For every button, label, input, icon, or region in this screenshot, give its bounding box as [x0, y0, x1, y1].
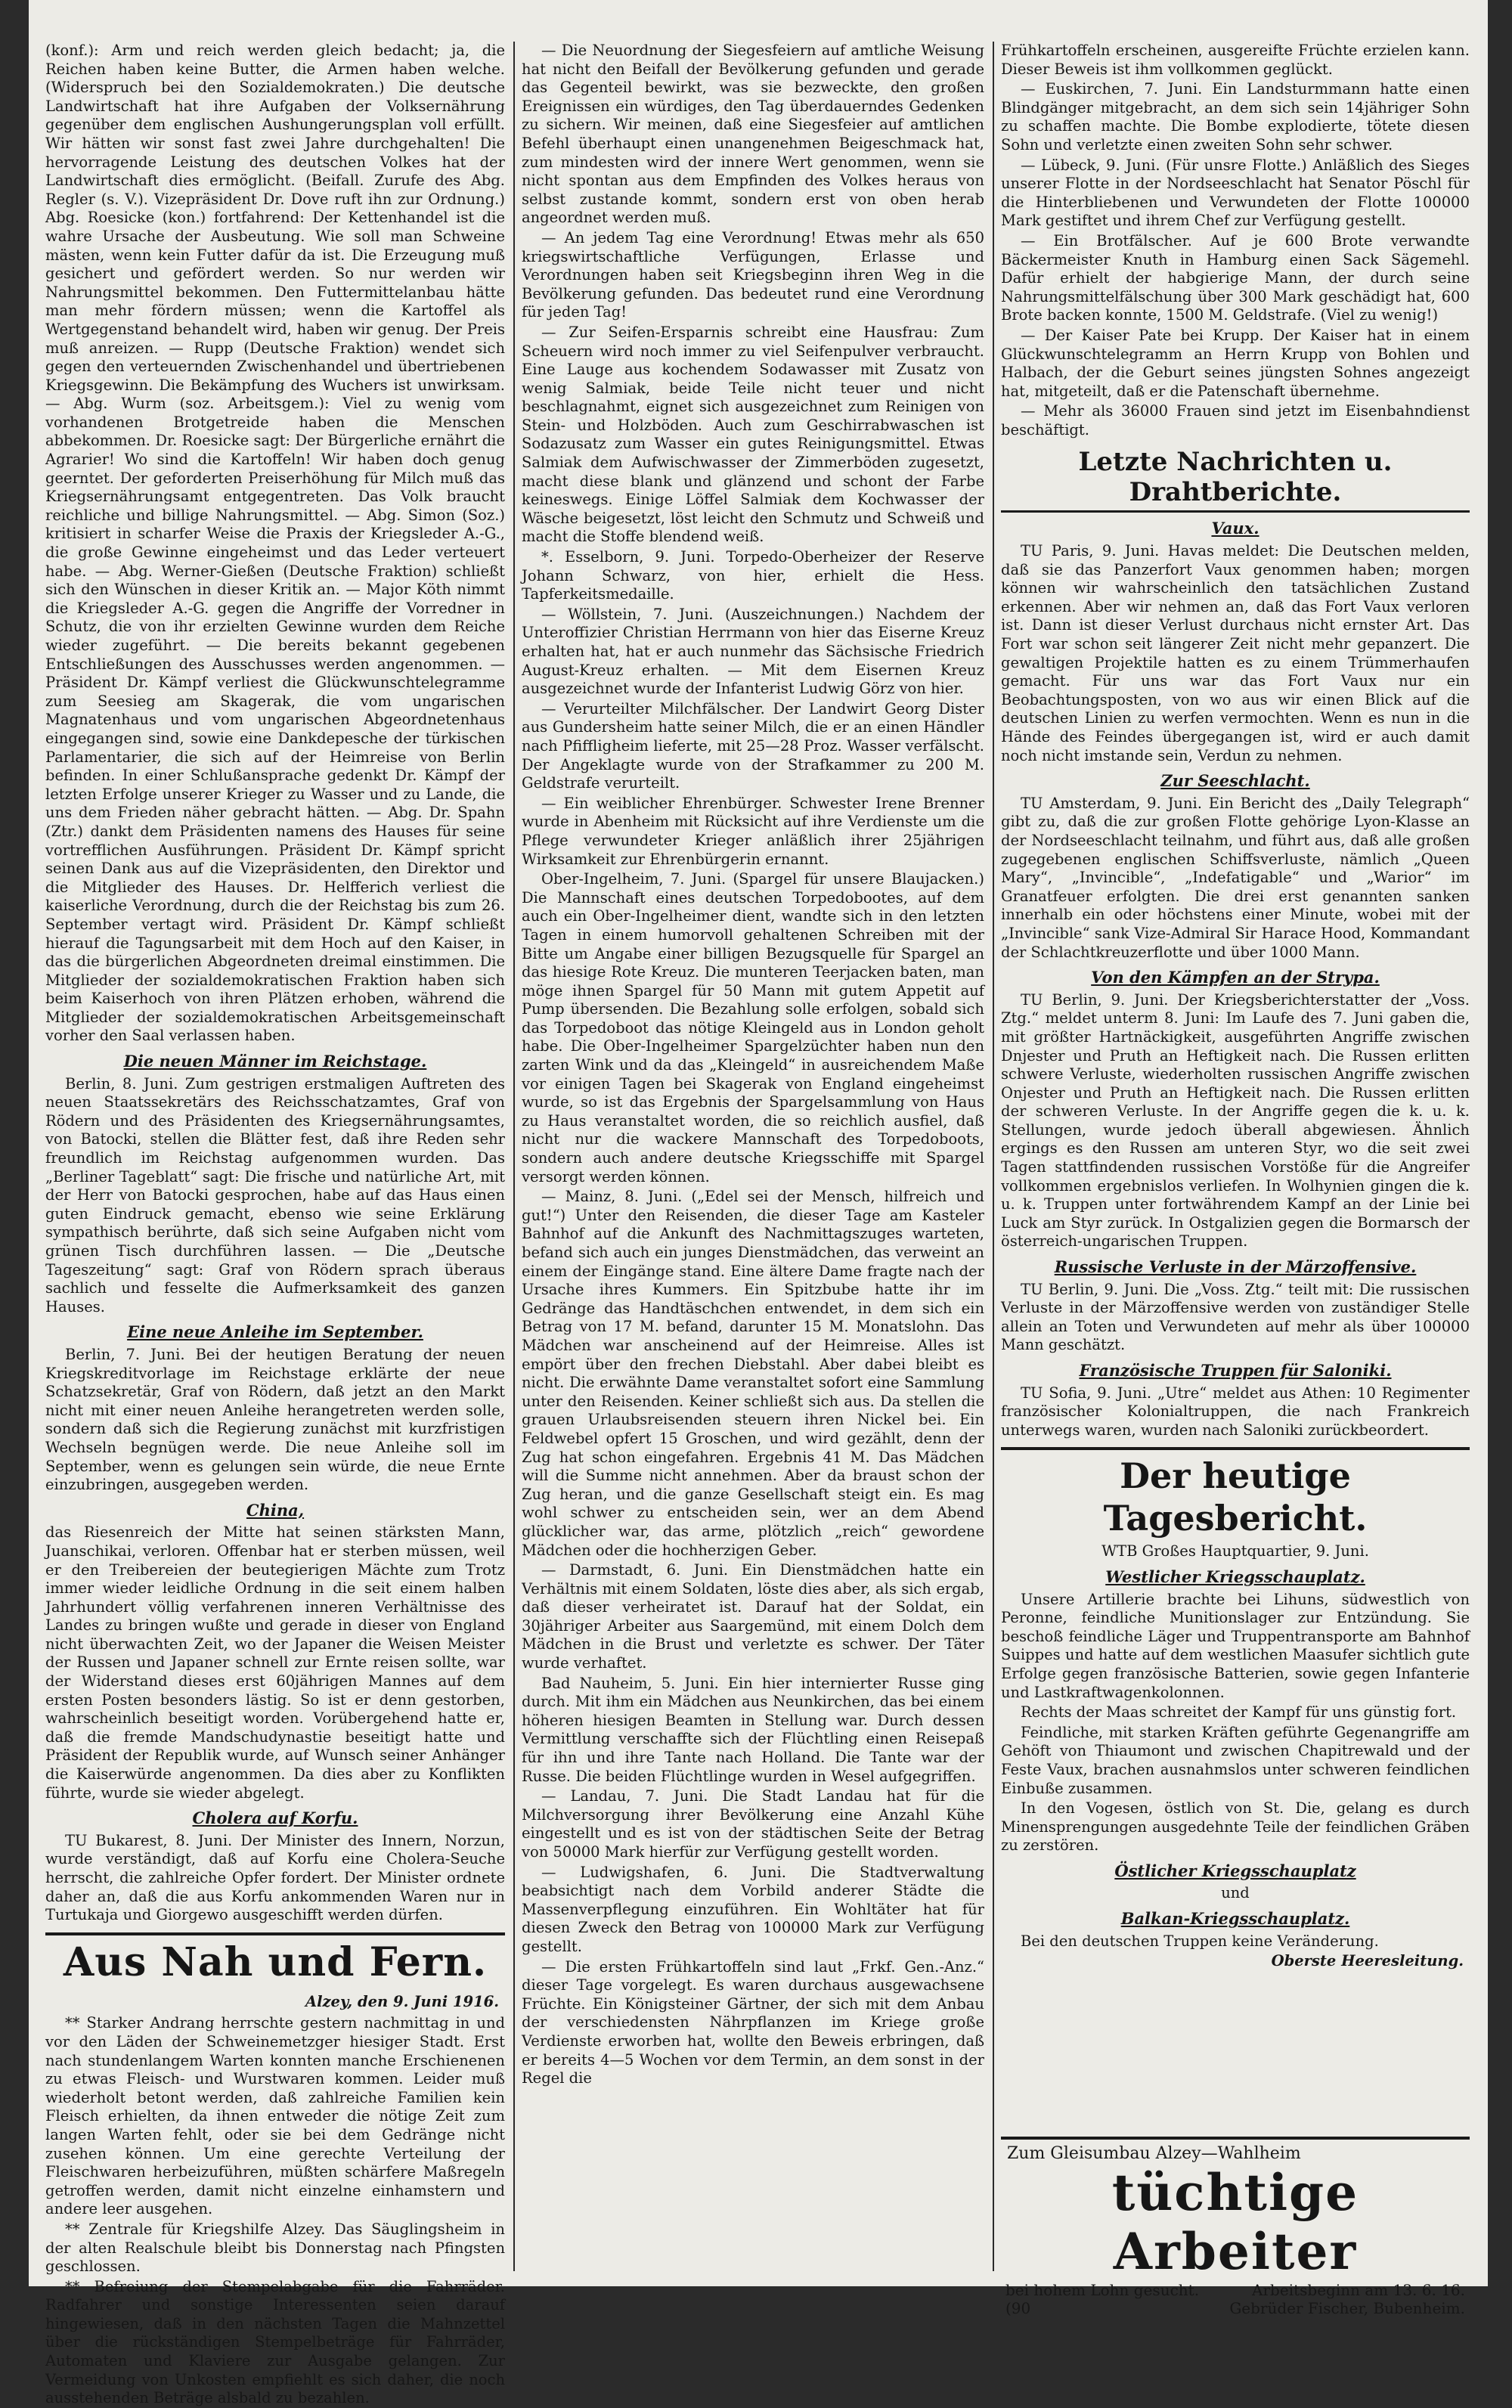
item-woellstein: — Wöllstein, 7. Juni. (Auszeichnungen.) Nachdem der Unteroffizier Christian Herrmann von hier das Eiserne Kreuz erhalten hat, hat er auch nunmehr das Sächsische Friedrich August-Kreuz erhalten. — Mit dem Eisernen Kreuz ausgezeichnet wurde der Infanterist Ludwig Görz von hier.	[522, 605, 984, 698]
item-darmstadt: — Darmstadt, 6. Juni. Ein Dienstmädchen hatte ein Verhältnis mit einem Soldaten, löste dies aber, als sich ergab, daß dieser verheiratet ist. Darauf hat der Soldat, ein 30jähriger Arbeiter aus Saargemünd, mit einem Dolch dem Mädchen in die Brust und verletzte es schwer. Der Täter wurde verhaftet.	[522, 1561, 984, 1672]
column-middle	[522, 42, 984, 2271]
article-vaux: TU Paris, 9. Juni. Havas meldet: Die Deutschen melden, daß sie das Panzerfort Vaux genommen haben; morgen können wir wahrscheinlich den tatsächlichen Zustand erkennen. Aber wir nehmen an, daß das Fort Vaux verloren ist. Dann ist dieser Verlust durchaus nicht ernster Art. Das Fort war schon seit längerer Zeit nicht mehr gepanzert. Die gewaltigen Projektile hatten es zu einem Trümmerhaufen gemacht. Für uns war das Fort Vaux nur ein Beobachtungsposten, von wo aus wir einen Blick auf die deutschen Linien zu werfen vermochten. Wenn es nun in die Hände des Feindes übergegangen ist, wird er auch damit noch nicht imstande sein, Verdun zu nehmen.	[1001, 542, 1470, 764]
heading-new-loan: Eine neue Anleihe im September.	[127, 1322, 423, 1342]
ad-start-date: Arbeitsbeginn am 13. 6. 16.	[1252, 2281, 1465, 2299]
item-ober-ingelheim: Ober-Ingelheim, 7. Juni. (Spargel für unsere Blaujacken.) Die Mannschaft eines deutschen Torpedobootes, auf dem auch ein Ober-Ingelheimer dient, wandte sich in den letzten Tagen in einem humorvoll gehaltenen Schreiben mit der Bitte um Angabe einer billigen Bezugsquelle für Spargel an das hiesige Rote Kreuz. Die munteren Teerjacken baten, man möge ihnen Spargel für 50 Mann mit gutem Appetit auf Pump übersenden. Die Bezahlung solle erfolgen, sobald sich das Torpedoboot das nötige Kleingeld aus in London geholt habe. Die Ober-Ingelheimer Spargelzüchter haben nun den zarten Wink und da das „Kleingeld“ in ausreichendem Maße vor einigen Tagen bei Skagerak von England eingeheimst wurde, so ist das Ergebnis der Spargelsammlung von Haus zu Haus veranstaltet worden, die so reichlich ausfiel, daß nicht nur die wackere Mannschaft des Torpedoboots, sondern auch andere deutsche Kriegsschiffe mit Spargel versorgt werden können.	[522, 870, 984, 1185]
item-brotfaelscher: — Ein Brotfälscher. Auf je 600 Brote verwandte Bäckermeister Knuth in Hamburg einen Sack Sägemehl. Dafür erhielt der habgierige Mann, der durch seine Nahrungsmittelfälschung über 300 Mark geschädigt hat, 600 Brote backen konnte, 1500 M. Geldstrafe. (Viel zu wenig!)	[1001, 231, 1470, 324]
job-advertisement	[1001, 2137, 1470, 2317]
article-saloniki: TU Sofia, 9. Juni. „Utre“ meldet aus Athen: 10 Regimenter französischer Kolonialtruppen, die nach Frankreich unterwegs waren, wurden nach Saloniki zurückbeordert.	[1001, 1384, 1470, 1439]
ad-firm: Gebrüder Fischer, Bubenheim.	[1229, 2299, 1465, 2317]
heading-oestlicher: Östlicher Kriegsschauplatz	[1114, 1861, 1356, 1880]
column-rule	[513, 42, 515, 2271]
article-cholera: TU Bukarest, 8. Juni. Der Minister des Innern, Norzun, wurde verständigt, daß auf Korfu eine Cholera-Seuche herrscht, die zahlreiche Opfer fordert. Der Minister ordnete daher an, daß die aus Korfu ankommenden Waren nur in Turtukaja und Giorgewo ausgeschifft werden dürfen.	[45, 1831, 505, 1924]
report-west-2: Rechts der Maas schreitet der Kampf für uns günstig fort.	[1021, 1703, 1457, 1722]
ad-line-2	[1001, 2299, 1470, 2317]
heading-westlicher: Westlicher Kriegsschauplatz.	[1105, 1567, 1365, 1586]
item-milchfaelscher: — Verurteilter Milchfälscher. Der Landwirt Georg Dister aus Gundersheim hatte seiner Milch, die er an einen Händler nach Pfiffligheim lieferte, mit 25—28 Proz. Wasser verfälscht. Der Angeklagte wurde von der Strafkammer zu 200 M. Geldstrafe verurteilt.	[522, 699, 984, 792]
item-siegesfeiern: — Die Neuordnung der Siegesfeiern auf amtliche Weisung hat nicht den Beifall der Bevölkerung gefunden und gerade das Gegenteil bewirkt, was sie bezweckte, den großen Ereignissen ein würdiges, den Tag überdauerndes Gedenken zu sichern. Wir meinen, daß eine Siegesfeier auf amtlichen Befehl überhaupt einen unangenehmen Beigeschmack hat, zum mindesten wird der innere Wert genommen, wenn sie nicht spontan aus dem Empfinden des Volkes heraus von selbst zustande kommt, sondern erst von oben herab angeordnet werden muß.	[522, 42, 984, 227]
section-divider	[45, 1932, 505, 1935]
item-euskirchen: — Euskirchen, 7. Juni. Ein Landsturmmann hatte einen Blindgänger mitgebracht, an dem sich sein 14jähriger Sohn zu schaffen machte. Die Bombe explodierte, tötete diesen Sohn und verletzte einen zweiten Sohn sehr schwer.	[1001, 80, 1470, 153]
heading-china: China,	[246, 1500, 305, 1520]
item-fruehkartoffeln-cont: Frühkartoffeln erscheinen, ausgereifte Früchte erzielen kann. Dieser Beweis ist ihm vollkommen geglückt.	[1001, 42, 1470, 78]
section-title-nah-und-fern: Aus Nah und Fern.	[63, 1938, 488, 1985]
report-west-1: Unsere Artillerie brachte bei Lihuns, südwestlich von Peronne, feindliche Munitionslager zur Entzündung. Sie beschoß feindliche Läger und Truppentransporte am Bahnhof Suippes und hatte auf dem westlichen Maasufer sichtlich gute Erfolge gegen französische Batterien, sowie gegen Infanterie und Lastkraftwagenkolonnen.	[1001, 1590, 1470, 1701]
ad-headline: Zum Gleisumbau Alzey—Wahlheim	[1007, 2144, 1301, 2163]
newspaper-page	[29, 0, 1488, 2407]
ad-wage: bei hohem Lohn gesucht.	[1005, 2281, 1200, 2299]
report-west-4: In den Vogesen, östlich von St. Die, gelang es durch Minensprengungen ausgedehnte Teile der feindlichen Gräben zu zerstören.	[1001, 1799, 1470, 1855]
article-seeschlacht: TU Amsterdam, 9. Juni. Ein Bericht des „Daily Telegraph“ gibt zu, daß die zur großen Flotte gehörige Lyon-Klasse an der Nordseeschlacht teilnahm, und führt aus, daß alle großen zugegebenen englischen Schiffsverluste, nämlich „Queen Mary“, „Invincible“, „Indefatigable“ und „Warior“ im Granatfeuer erfolgten. Die drei erst genannten sanken innerhalb ein oder höchstens einer Minute, wobei mit der „Invincible“ sank Vize-Admiral Sir Harace Hood, Kommandant der Schlachtkreuzerflotte und über 1000 Mann.	[1001, 794, 1470, 961]
column-rule	[993, 42, 994, 2271]
section-title-letzte-nachrichten: Letzte Nachrichten u. Drahtberichte.	[1001, 447, 1470, 513]
article-strypa: TU Berlin, 9. Juni. Der Kriegsberichterstatter der „Voss. Ztg.“ meldet unterm 8. Juni: Im Laufe des 7. Juni gaben die, mit größter Hartnäckigkeit, ausgeführten Angriffe zwischen Dnjester und Pruth an Heftigkeit nach. Die Russen erlitten schwere Verluste, wiederholten russischen Angriffe zwischen Onjester und Pruth an Heftigkeit nach. Die Russen erlitten der schweren Verluste. In der Angriffe gegen die k. u. k. Stellungen, wurde jedoch überall abgewiesen. Ähnlich ergings es den Russen am unteren Styr, wo die seit zwei Tagen stattfindenden russischen Vorstöße für die Angreifer vollkommen ergebnislos verliefen. In Wolhynien gingen die k. u. k. Truppen unter fortwährendem Kampf an der Linie bei Luck am Styr zurück. In Ostgalizien gegen die Bormarsch der österreich-ungarischen Truppen.	[1001, 990, 1470, 1250]
report-west-3: Feindliche, mit starken Kräften geführte Gegenangriffe am Gehöft von Thiaumont und zwischen Chapitrewald und der Feste Vaux, brachen ausnahmslos unter schweren feindlichen Einbuße zusammen.	[1001, 1723, 1470, 1797]
local-dateline: Alzey, den 9. Juni 1916.	[305, 1992, 499, 2010]
column-right	[1001, 42, 1470, 2128]
item-mainz: — Mainz, 8. Juni. („Edel sei der Mensch, hilfreich und gut!“) Unter den Reisenden, die dieser Tage am Kasteler Bahnhof auf die Ankunft des Nachmittagszuges warteten, befand sich auch ein junges Dienstmädchen, das verweint an einem der Eingänge stand. Eine ältere Dame fragte nach der Ursache ihres Kummers. Ein Spitzbube hatte ihr im Gedränge das Handtäschchen entwendet, in dem sich ein Betrag von 17 M. befand, darunter 15 M. Monatslohn. Das Mädchen war anscheinend auf der Heimreise. Alles ist empört über den frechen Diebstahl. Aber dabei bleibt es nicht. Die erwähnte Dame veranstaltet sofort eine Sammlung unter den Reisenden. Keiner schließt sich aus. Da stellen die grauen Urlaubsreisenden steuern ihren Nickel bei. Ein Feldwebel opfert 15 Groschen, und wird gezählt, denn der Zug hat schon eingefahren. Ergebnis 41 M. Das Mädchen will die Summe nicht annehmen. Aber da braust schon der Zug heran, und die ganze Gesellschaft steigt ein. Es mag wohl schwer zu entscheiden sein, wer an dem Abend glücklicher war, das arme, plötzlich „reich“ gewordene Mädchen oder die hochherzigen Geber.	[522, 1188, 984, 1559]
article-new-men: Berlin, 8. Juni. Zum gestrigen erstmaligen Auftreten des neuen Staatssekretärs des Reichsschatzamtes, Graf von Rödern und des Präsidenten des Kriegsernährungsamtes, von Batocki, stellen die Blätter fest, daß ihre Reden sehr freundlich im Reichstag aufgenommen wurden. Das „Berliner Tageblatt“ sagt: Die frische und natürliche Art, mit der Herr von Batocki gesprochen, habe auf das Haus einen guten Eindruck gemacht, ebenso wie seine Erklärung sympathisch berührte, daß sich seine Aufgaben nicht vom grünen Tisch durchführen lassen. — Die „Deutsche Tageszeitung“ sagt: Graf von Rödern sprach überaus sachlich und fesselte die Aufmerksamkeit des ganzen Hauses.	[45, 1074, 505, 1316]
column-left	[45, 42, 505, 2407]
item-kaiser-pate: — Der Kaiser Pate bei Krupp. Der Kaiser hat in einem Glückwunschtelegramm an Herrn Krupp von Bohlen und Halbach, der die Geburt seines jüngsten Sohnes angezeigt hat, mitgeteilt, daß er die Patenschaft übernehme.	[1001, 326, 1470, 400]
local-news-3: ** Befreiung der Stempelabgabe für die Fahrräder. Radfahrer und sonstige Interessenten seien darauf hingewiesen, daß in den nächsten Tagen die Mahnzettel über die rückständigen Stempelbeträge für Fahrräder, Automaten und Klaviere zur Ausgabe gelangen. Zur Vermeidung von Unkosten empfiehlt es sich daher, die noch ausstehenden Beträge alsbald zu bezahlen.	[45, 2277, 505, 2407]
heading-balkan: Balkan-Kriegsschauplatz.	[1120, 1909, 1350, 1929]
heading-seeschlacht: Zur Seeschlacht.	[1160, 771, 1310, 791]
item-seifen: — Zur Seifen-Ersparnis schreibt eine Hausfrau: Zum Scheuern wird noch immer zu viel Seifenpulver verbraucht. Eine Lauge aus kochendem Sodawasser mit Zusatz von wenig Salmiak, beide Teile nicht teuer und nicht beschlagnahmt, eignet sich ausgezeichnet zum Reinigen von Stein- und Holzböden. Auch zum Geschirrabwaschen ist Sodazusatz zum Wasser ein gutes Reinigungsmittel. Etwas Salmiak dem Aufwischwasser der Zimmerböden zugesetzt, macht diese blank und glänzend und schont der Farbe keineswegs. Einige Löffel Salmiak dem Kochwasser der Wäsche beigesetzt, löst leicht den Schmutz und Schweiß und macht die Stoffe blendend weiß.	[522, 323, 984, 546]
heading-vaux: Vaux.	[1211, 519, 1259, 538]
local-news-1: ** Starker Andrang herrschte gestern nachmittag in und vor den Läden der Schweinemetzger hiesiger Stadt. Erst nach stundenlangem Warten konnten manche Erschienenen zu etwas Fleisch- und Wurstwaren kommen. Leider muß wiederholt betont werden, daß zahlreiche Familien kein Fleisch erhielten, da ihnen entweder die nötige Zeit zum langen Warten fehlt, oder sie bei dem Gedränge nicht zusehen können. Um eine gerechte Verteilung der Fleischwaren herbeizuführen, müßten schärfere Maßregeln getroffen werden, damit nicht einzelne einhamstern und andere leer ausgehen.	[45, 2014, 505, 2218]
heading-saloniki: Französische Truppen für Saloniki.	[1079, 1361, 1392, 1380]
heading-new-men: Die neuen Männer im Reichstage.	[123, 1052, 427, 1071]
local-news-2: ** Zentrale für Kriegshilfe Alzey. Das Säuglingsheim in der alten Realschule bleibt bis Donnerstag nach Pfingsten geschlossen.	[45, 2220, 505, 2276]
heading-und: und	[1221, 1884, 1250, 1902]
heading-russische-verluste: Russische Verluste in der Märzoffensive.	[1054, 1257, 1417, 1277]
item-luebeck: — Lübeck, 9. Juni. (Für unsre Flotte.) Anläßlich des Sieges unserer Flotte in der Nordseeschlacht hat Senator Pöschl für die Hinterbliebenen und Verwundeten der Flotte 100000 Mark gestiftet und ihrem Chef zur Verfügung gestellt.	[1001, 156, 1470, 230]
item-landau: — Landau, 7. Juni. Die Stadt Landau hat für die Milchversorgung ihrer Bevölkerung eine Anzahl Kühe eingestellt und es ist von der städtischen Seite der Betrag von 50000 Mark hierfür zur Verfügung gestellt worden.	[522, 1787, 984, 1861]
report-signature: Oberste Heeresleitung.	[1271, 1952, 1464, 1970]
item-fruehkartoffeln: — Die ersten Frühkartoffeln sind laut „Frkf. Gen.-Anz.“ dieser Tage vorgelegt. Es waren durchaus ausgewachsene Früchte. Ein Königsteiner Gärtner, der sich mit dem Anbau der verschiedensten Nährpflanzen im Kriege große Verdienste erworben hat, wollte den Beweis erbringen, daß er bereits 4—5 Wochen vor dem Termin, an dem sonst in der Regel die	[522, 1957, 984, 2087]
section-divider	[1001, 1447, 1470, 1450]
ad-line-1	[1001, 2281, 1470, 2299]
reichstag-debate-text: (konf.): Arm und reich werden gleich bedacht; ja, die Reichen haben keine Butter, die Armen haben welche. (Widerspruch bei den Sozialdemokraten.) Die deutsche Landwirtschaft hat ihre Aufgaben der Volksernährung gegenüber dem englischen Aushungerungsplan voll erfüllt. Wir hätten wir sonst fast zwei Jahre durchgehalten! Die hervorragende Leistung des deutschen Volkes hat der Landwirtschaft dies ermöglicht. (Beifall. Zurufe des Abg. Regler (s. V.). Vizepräsident Dr. Dove ruft ihn zur Ordnung.) Abg. Roesicke (kon.) fortfahrend: Der Kettenhandel ist die wahre Ursache der Ausbeutung. Wie soll man Schweine mästen, wenn kein Futter dafür da ist. Die Erzeugung muß gesichert und gefördert werden. So nur werden wir Nahrungsmittel bekommen. Den Futtermittelanbau hätte man mehr fördern müssen; wenn die Kartoffel als Wertgegenstand behandelt wird, haben wir genug. Der Preis muß anreizen. — Rupp (Deutsche Fraktion) wendet sich gegen den verteuernden Zwischenhandel und übertriebenen Kriegsgewinn. Die Bekämpfung des Wuchers ist unwirksam. — Abg. Wurm (soz. Arbeitsgem.): Viel zu wenig vom vorhandenen Brotgetreide haben die Menschen abbekommen. Dr. Roesicke sagt: Der Bürgerliche ernährt die Agrarier! Wo sind die Kartoffeln! Wir haben doch genug geerntet. Der geforderten Preiserhöhung für Milch muß das Kriegsernährungsamt entgegentreten. Das Volk braucht reichliche und billige Nahrungsmittel. — Abg. Simon (Soz.) kritisiert in scharfer Weise die Praxis der Kriegsleder A.-G., die große Gewinne eingeheimst und das Leder verteuert habe. — Abg. Werner-Gießen (Deutsche Fraktion) schließt sich den Wünschen in dieser Kritik an. — Major Köth nimmt die Kriegsleder A.-G. gegen die Angriffe der Vorredner in Schutz, die von ihr erzielten Gewinne wurden dem Reiche wieder zugeführt. — Die bereits bekannt gegebenen Entschließungen des Ausschusses werden angenommen. — Präsident Dr. Kämpf verliest die Glückwunschtelegramme zum Seesieg am Skagerak, die vom ungarischen Magnatenhaus und vom ungarischen Abgeordnetenhaus eingegangen sind, sowie eine Dankdepesche der türkischen Parlamentarier, die sich auf der Heimreise von Berlin befinden. In einer Schlußansprache gedenkt Dr. Kämpf der letzten Erfolge unserer Krieger zu Wasser und zu Lande, die uns dem Frieden näher gebracht hätten. — Abg. Dr. Spahn (Ztr.) dankt dem Präsidenten namens des Hauses für seine vortrefflichen Ausführungen. Präsident Dr. Kämpf spricht seinen Dank aus auf die Vizepräsidenten, den Direktor und die Mitglieder des Hauses. Dr. Helfferich verliest die kaiserliche Verordnung, durch die der Reichstag bis zum 26. September vertagt wird. Präsident Dr. Kämpf schließt hierauf die Tagungsarbeit mit dem Hoch auf den Kaiser, in das die bürgerlichen Abgeordneten dreimal einstimmen. Die Mitglieder der sozialdemokratischen Fraktion haben sich beim Kaiserhoch von ihren Plätzen erhoben, während die Mitglieder der sozialdemokratischen Arbeitsgemeinschaft vorher den Saal verlassen haben.	[45, 42, 505, 1045]
item-bad-nauheim: Bad Nauheim, 5. Juni. Ein hier internierter Russe ging durch. Mit ihm ein Mädchen aus Neunkirchen, das bei einem höheren hiesigen Beamten in Stellung war. Durch dessen Vermittlung verschaffte sich der Flüchtling einen Reisepaß für ihn und ihre Tante nach Holland. Die Tante war der Russe. Die beiden Flüchtlinge wurden in Wesel aufgegriffen.	[522, 1674, 984, 1785]
report-balkan: Bei den deutschen Truppen keine Veränderung.	[1021, 1932, 1379, 1950]
item-ehrenbuerger: — Ein weiblicher Ehrenbürger. Schwester Irene Brenner wurde in Abenheim mit Rücksicht auf ihre Verdienste um die Pflege verwundeter Krieger anläßlich ihrer 25jährigen Wirksamkeit zur Ehrenbürgerin ernannt.	[522, 794, 984, 868]
item-esselborn: *. Esselborn, 9. Juni. Torpedo-Oberheizer der Reserve Johann Schwarz, von hier, erhielt die Hess. Tapferkeitsmedaille.	[522, 548, 984, 603]
article-china: das Riesenreich der Mitte hat seinen stärksten Mann, Juanschikai, verloren. Offenbar hat er sterben müssen, weil er den Treibereien der beutegierigen Mächte zum Trotz immer wieder leidliche Ordnung in die seit einem halben Jahrhundert völlig verfahrenen inneren Verhältnisse des Landes zu bringen wußte und gerade in dieser von England nicht überwachten Zeit, wo der Japaner die Weisen Meister der Russen und Japaner schnell zur Ernte reisen sollte, war der Widerstand dieses erst 60jährigen Mannes auf dem ersten Posten besonders lästig. So ist er denn gestorben, wahrscheinlich beseitigt worden. Vorübergehend hatte er, daß die fremde Mandschudynastie beseitigt hatte und Präsident der Republik wurde, auf Wunsch seiner Anhänger die Kaiserwürde angenommen. Da dies aber zu Konflikten führte, wurde sie wieder abgelegt.	[45, 1523, 505, 1802]
article-russische-verluste: TU Berlin, 9. Juni. Die „Voss. Ztg.“ teilt mit: Die russischen Verluste in der Märzoffensive werden von zuständiger Stelle allein an Toten und Verwundeten auf mehr als über 100000 Mann geschätzt.	[1001, 1280, 1470, 1354]
tagesbericht-dateline: WTB Großes Hauptquartier, 9. Juni.	[1101, 1542, 1369, 1560]
ad-main-text: tüchtige Arbeiter	[1111, 2163, 1359, 2281]
item-ludwigshafen: — Ludwigshafen, 6. Juni. Die Stadtverwaltung beabsichtigt nach dem Vorbild anderer Städte die Massenverpflegung einzuführen. Ein Wohltäter hat für diesen Zweck den Betrag von 100000 Mark zur Verfügung gestellt.	[522, 1863, 984, 1955]
section-title-tagesbericht: Der heutige Tagesbericht.	[1103, 1455, 1368, 1539]
ad-number: (90	[1005, 2299, 1031, 2317]
item-frauen-eisenbahn: — Mehr als 36000 Frauen sind jetzt im Eisenbahndienst beschäftigt.	[1001, 402, 1470, 439]
heading-strypa: Von den Kämpfen an der Strypa.	[1091, 968, 1380, 987]
item-verordnung: — An jedem Tag eine Verordnung! Etwas mehr als 650 kriegswirtschaftliche Verfügungen, Erlasse und Verordnungen haben seit Kriegsbeginn ihren Weg in die Bevölkerung gefunden. Das bedeutet rund eine Verordnung für jeden Tag!	[522, 228, 984, 321]
heading-cholera: Cholera auf Korfu.	[192, 1808, 358, 1828]
article-new-loan: Berlin, 7. Juni. Bei der heutigen Beratung der neuen Kriegskreditvorlage im Reichstage erklärte der neue Schatzsekretär, Graf von Rödern, daß jetzt an den Markt nicht mit einer neuen Anleihe herangetreten werden solle, sondern daß sich die Regierung zunächst mit kurzfristigen Wechseln begnügen werde. Die neue Anleihe soll im September, wenn es gelungen sein würde, die neue Ernte einzubringen, ausgegeben werden.	[45, 1345, 505, 1494]
